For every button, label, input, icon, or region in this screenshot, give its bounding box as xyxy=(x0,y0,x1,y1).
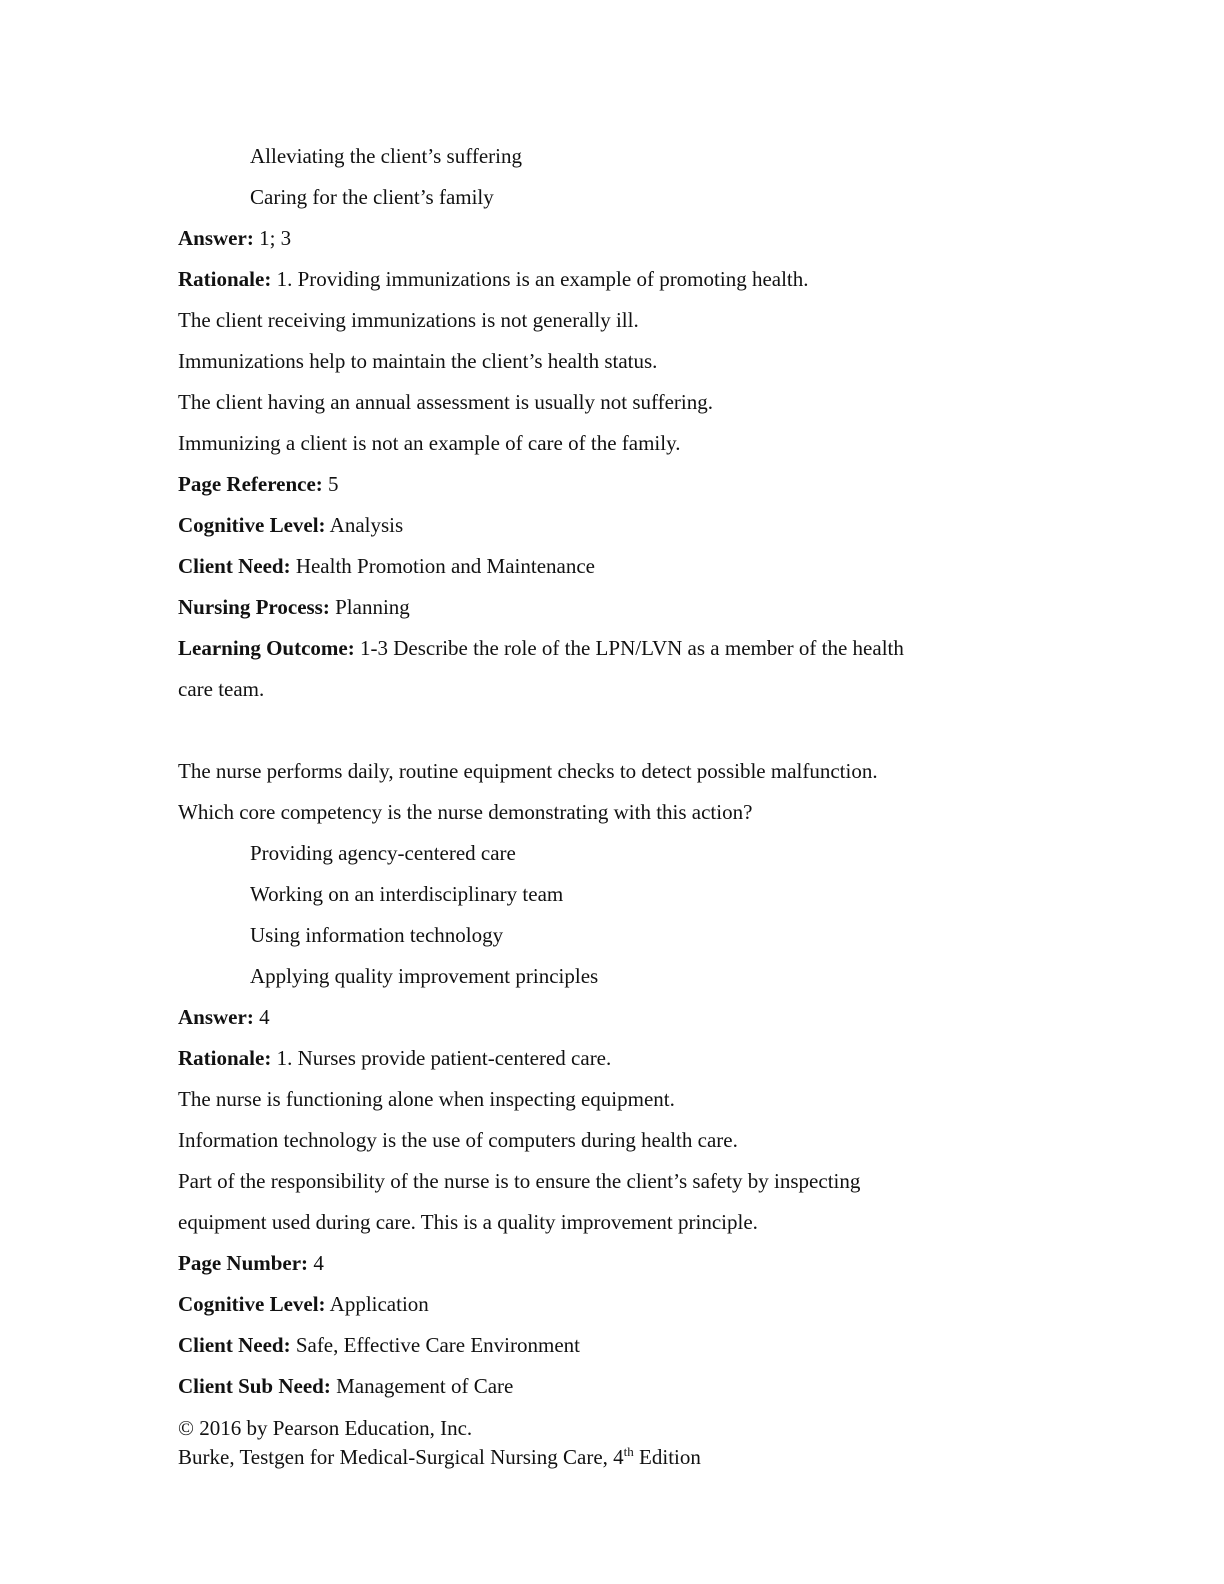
footer-citation-text: Burke, Testgen for Medical-Surgical Nursing Care, 4 xyxy=(178,1445,624,1469)
client-need-value: Health Promotion and Maintenance xyxy=(290,554,595,578)
rationale-text: Information technology is the use of computers during health care. xyxy=(178,1128,738,1152)
rationale-text: Immunizations help to maintain the client’s health status. xyxy=(178,349,658,373)
client-sub-need-value: Management of Care xyxy=(330,1374,514,1398)
cognitive-level-value: Analysis xyxy=(325,513,404,537)
page-reference-line xyxy=(178,471,339,497)
footer-citation xyxy=(178,1444,701,1470)
rationale-text: The client having an annual assessment is usually not suffering. xyxy=(178,390,713,414)
nursing-process-line xyxy=(178,594,410,620)
question-text: The nurse performs daily, routine equipment checks to detect possible malfunction. xyxy=(178,759,878,783)
answer-line xyxy=(178,1004,270,1030)
nursing-process-value: Planning xyxy=(329,595,410,619)
rationale-text: equipment used during care. This is a quality improvement principle. xyxy=(178,1210,758,1234)
page-reference-label: Page Reference: xyxy=(178,472,323,496)
answer-option: Using information technology xyxy=(250,923,504,947)
cognitive-level-line xyxy=(178,512,403,538)
answer-option: Providing agency-centered care xyxy=(250,841,516,865)
nursing-process-label: Nursing Process: xyxy=(178,595,330,619)
footer-copyright: © 2016 by Pearson Education, Inc. xyxy=(178,1416,473,1440)
answer-label: Answer: xyxy=(178,1005,254,1029)
rationale-text: Immunizing a client is not an example of care of the family. xyxy=(178,431,681,455)
learning-outcome-label: Learning Outcome: xyxy=(178,636,355,660)
learning-outcome-continued: care team. xyxy=(178,677,265,701)
client-need-label: Client Need: xyxy=(178,554,291,578)
client-need-value: Safe, Effective Care Environment xyxy=(290,1333,580,1357)
client-need-line xyxy=(178,1332,580,1358)
learning-outcome-value: 1-3 Describe the role of the LPN/LVN as a member of the health xyxy=(354,636,904,660)
page-reference-value: 5 xyxy=(322,472,339,496)
rationale-line xyxy=(178,1045,611,1071)
answer-value: 4 xyxy=(253,1005,270,1029)
rationale-label: Rationale: xyxy=(178,1046,272,1070)
question-text: Which core competency is the nurse demonstrating with this action? xyxy=(178,800,753,824)
answer-value: 1; 3 xyxy=(253,226,292,250)
answer-option: Working on an interdisciplinary team xyxy=(250,882,564,906)
learning-outcome-line xyxy=(178,635,904,661)
cognitive-level-line xyxy=(178,1291,429,1317)
client-need-label: Client Need: xyxy=(178,1333,291,1357)
rationale-text: 1. Providing immunizations is an example of promoting health. xyxy=(271,267,809,291)
client-need-line xyxy=(178,553,595,579)
rationale-text: The nurse is functioning alone when inspecting equipment. xyxy=(178,1087,675,1111)
client-sub-need-line xyxy=(178,1373,513,1399)
rationale-text: Part of the responsibility of the nurse is to ensure the client’s safety by inspecting xyxy=(178,1169,861,1193)
cognitive-level-label: Cognitive Level: xyxy=(178,1292,326,1316)
page-number-label: Page Number: xyxy=(178,1251,309,1275)
answer-option: Applying quality improvement principles xyxy=(250,964,599,988)
footer-citation-edition: Edition xyxy=(633,1445,701,1469)
rationale-line xyxy=(178,266,809,292)
answer-option: Caring for the client’s family xyxy=(250,185,494,209)
cognitive-level-value: Application xyxy=(325,1292,429,1316)
answer-label: Answer: xyxy=(178,226,254,250)
answer-line xyxy=(178,225,291,251)
page-number-line xyxy=(178,1250,324,1276)
page-number-value: 4 xyxy=(308,1251,324,1275)
rationale-text: 1. Nurses provide patient-centered care. xyxy=(271,1046,612,1070)
client-sub-need-label: Client Sub Need: xyxy=(178,1374,331,1398)
rationale-text: The client receiving immunizations is not generally ill. xyxy=(178,308,639,332)
answer-option: Alleviating the client’s suffering xyxy=(250,144,522,168)
rationale-label: Rationale: xyxy=(178,267,272,291)
footer-citation-superscript: th xyxy=(623,1444,634,1459)
cognitive-level-label: Cognitive Level: xyxy=(178,513,326,537)
